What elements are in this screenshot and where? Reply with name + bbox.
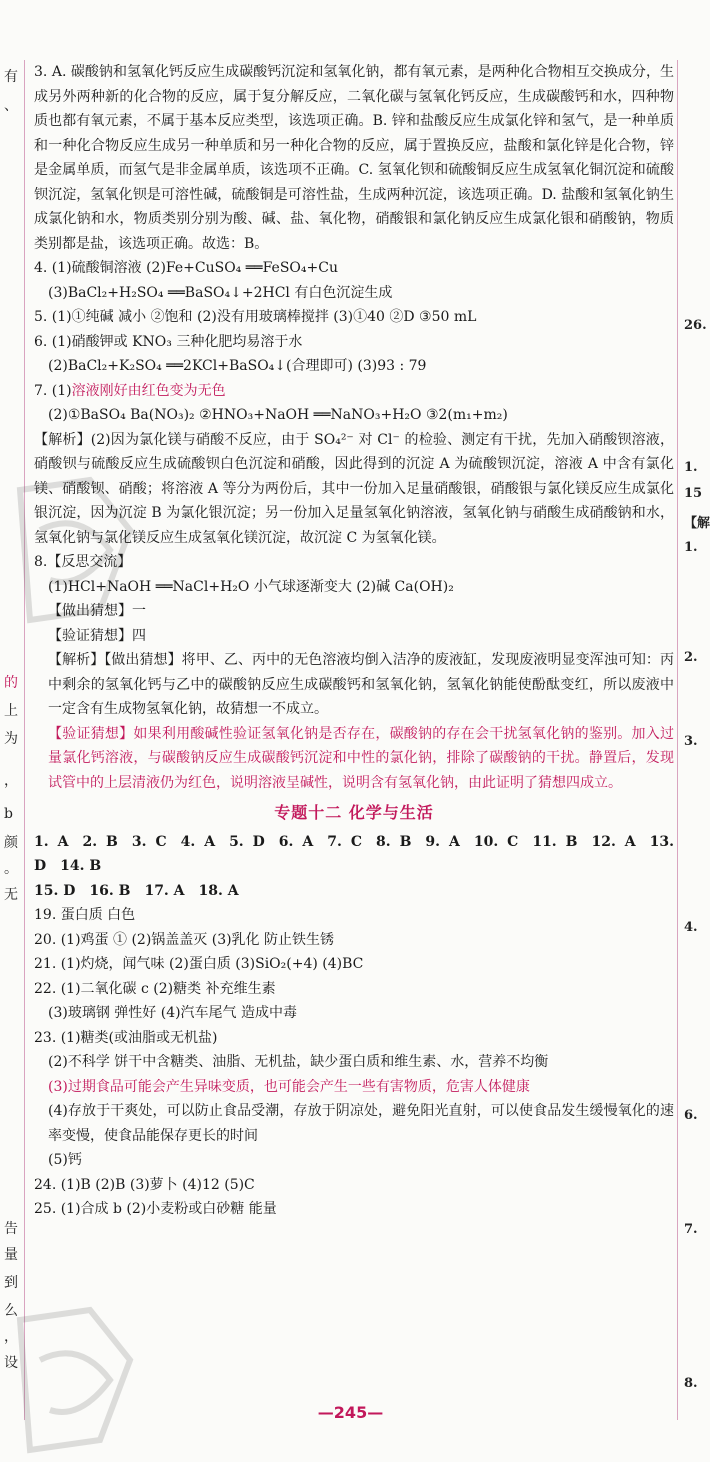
answer-q6-1: 6. (1)硝酸钾或 KNO₃ 三种化肥均易溶于水 [34, 333, 303, 350]
mc-answer: 16. B [89, 882, 131, 899]
mc-answers-line1 [34, 830, 674, 879]
answer-q8-guess: 【做出猜想】一 [48, 603, 146, 619]
answer-23-5: (5)钙 [48, 1152, 82, 1168]
margin-char: 的 [4, 675, 18, 691]
mc-answers-line2 [34, 879, 674, 904]
margin-char: 么 [4, 1303, 18, 1319]
margin-label: 【解 [684, 516, 710, 531]
answer-q4-3: (3)BaCl₂+H₂SO₄ ══BaSO₄↓+2HCl 有白色沉淀生成 [48, 284, 393, 301]
margin-char: 到 [4, 1275, 18, 1291]
margin-char: 有 [4, 69, 18, 85]
left-border-line [24, 60, 25, 1420]
analysis-q7: 【解析】(2)因为氯化镁与硝酸不反应，由于 SO₄²⁻ 对 Cl⁻ 的检验、测定有干扰，先加入硝酸钡溶液，硝酸钡与硫酸反应生成硫酸钡白色沉淀和硝酸，因此得到的沉淀 A 为硫酸钡沉淀，溶液 A 中含有氯化镁、硝酸钡、硝酸；将溶液 A 等分为两份后，其中一份加入足量硝酸银，硝酸银与氯化镁反应生成氯化银沉淀，因为沉淀 B 为氯化银沉淀；另一份加入足量氢氧化钠溶液，氢氧化钠与硝酸生成硝酸钠和水，氢氧化钠与氯化镁反应生成氢氧化镁沉淀，故沉淀 C 为氢氧化镁。 [34, 431, 674, 546]
answer-q5: 5. (1)①纯碱 减小 ②饱和 (2)没有用玻璃棒搅拌 (3)①40 ②D ③50 mL [34, 309, 477, 325]
mc-answer: 15. D [34, 882, 76, 899]
answer-q8-verify: 【验证猜想】四 [48, 627, 146, 644]
answer-q7-2: (2)①BaSO₄ Ba(NO₃)₂ ②HNO₃+NaOH ══NaNO₃+H₂O ③2(m₁+m₂) [48, 407, 508, 423]
mc-answer: 8. B [375, 833, 412, 850]
margin-char: 上 [4, 703, 18, 719]
analysis-q8: 【解析】【做出猜想】将甲、乙、丙中的无色溶液均倒入洁净的废液缸，发现废液明显变浑浊可知：丙中剩余的氢氧化钙与乙中的碳酸钠反应生成碳酸钙和氢氧化钠，氢氧化钠能使酚酞变红，所以废液中一定含有生成物氢氧化钠，故猜想一不成立。 [48, 652, 674, 717]
margin-label: 4. [684, 920, 698, 935]
margin-char: 、 [4, 98, 18, 114]
mc-answer: 5. D [229, 833, 265, 850]
answer-q4-1: 4. (1)硫酸铜溶液 (2)Fe+CuSO₄ ══FeSO₄+Cu [34, 260, 338, 276]
right-margin-strip [676, 0, 710, 1462]
mc-answer: 14. B [60, 858, 102, 874]
answer-24: 24. (1)B (2)B (3)萝卜 (4)12 (5)C [34, 1176, 255, 1193]
answer-q7-1: 7. (1)溶液刚好由红色变为无色 [34, 382, 226, 399]
answer-q8-header: 8.【反思交流】 [34, 554, 132, 570]
answer-22-3: (3)玻璃钢 弹性好 (4)汽车尾气 造成中毒 [48, 1005, 298, 1021]
margin-char: b [4, 806, 13, 822]
mc-answer: 10. C [473, 833, 519, 850]
mc-answer: 6. A [278, 833, 314, 850]
answer-23-3: (3)过期食品可能会产生异味变质，也可能会产生一些有害物质，危害人体健康 [48, 1078, 530, 1095]
page-number: —245— [317, 1403, 384, 1422]
answer-content [34, 60, 674, 1222]
answer-20: 20. (1)鸡蛋 ① (2)锅盖盖灭 (3)乳化 防止铁生锈 [34, 931, 335, 948]
margin-char: 。 [4, 861, 18, 877]
section-title: 专题十二 化学与生活 [274, 803, 434, 822]
mc-answer: 1. A [34, 833, 69, 850]
mc-answer: 3. C [131, 833, 167, 850]
margin-char: 量 [4, 1247, 18, 1263]
margin-label: 2. [684, 650, 698, 665]
answer-25: 25. (1)合成 b (2)小麦粉或白砂糖 能量 [34, 1201, 277, 1217]
margin-char: 无 [4, 887, 18, 903]
margin-char: 设 [4, 1355, 18, 1371]
margin-label: 1. [684, 460, 698, 475]
answer-q8-1: (1)HCl+NaOH ══NaCl+H₂O 小气球逐渐变大 (2)碱 Ca(OH)₂ [48, 578, 454, 595]
answer-23-2: (2)不科学 饼干中含糖类、油脂、无机盐，缺少蛋白质和维生素、水，营养不均衡 [48, 1054, 549, 1070]
mc-answer: 4. A [180, 833, 216, 850]
answer-19: 19. 蛋白质 白色 [34, 907, 136, 923]
answer-23-1: 23. (1)糖类(或油脂或无机盐) [34, 1029, 218, 1046]
answer-22-1: 22. (1)二氧化碳 c (2)糖类 补充维生素 [34, 980, 276, 997]
mc-answer: 7. C [327, 833, 362, 850]
margin-char: 颜 [4, 835, 18, 851]
margin-label: 15 [684, 486, 703, 501]
mc-answer: 9. A [425, 833, 460, 850]
margin-label: 8. [684, 1376, 698, 1391]
margin-label: 6. [684, 1108, 698, 1123]
mc-answer: 17. A [144, 882, 185, 899]
mc-answer: 18. A [198, 882, 239, 899]
mc-answer: 13. D [34, 833, 675, 874]
mc-answer: 2. B [82, 833, 118, 850]
answer-q6-2: (2)BaCl₂+K₂SO₄ ══2KCl+BaSO₄↓(合理即可) (3)93 : 79 [48, 358, 427, 374]
margin-label: 1. [684, 540, 698, 555]
analysis-q8-verify: 【验证猜想】如果利用酸碱性验证氢氧化钠是否存在，碳酸钠的存在会干扰氢氧化钠的鉴别。加入过量氯化钙溶液，与碳酸钠反应生成碳酸钙沉淀和中性的氯化钠，排除了碳酸钠的干扰。静置后，发现试管中的上层清液仍为红色，说明溶液呈碱性，说明含有氢氧化钠，由此证明了猜想四成立。 [48, 725, 674, 791]
margin-char: 为 [4, 731, 18, 747]
answer-q3: 3. A. 碳酸钠和氢氧化钙反应生成碳酸钙沉淀和氢氧化钠，都有氧元素，是两种化合物相互交换成分，生成另外两种新的化合物的反应，属于复分解反应，二氧化碳与氢氧化钙反应，生成碳酸钙和水，四种物质也都有氧元素，不属于基本反应类型，该选项正确。B. 锌和盐酸反应生成氯化锌和氢气，是一种单质和一种化合物反应生成另一种单质和另一种化合物的反应，属于置换反应，盐酸和氯化锌是化合物，锌是金属单质，而氢气是非金属单质，该选项不正确。C. 氢氧化钡和硫酸铜反应生成氢氧化铜沉淀和硫酸钡沉淀，氢氧化钡是可溶性碱，硫酸铜是可溶性盐，生成两种沉淀，该选项正确。D. 盐酸和氢氧化钠生成氯化钠和水，物质类别分别为酸、碱、盐、氧化物，硝酸银和氯化钠反应生成氯化银和硝酸钠，物质类别都是盐，该选项正确。故选：B。 [34, 64, 674, 252]
margin-label: 3. [684, 734, 698, 749]
mc-answer: 12. A [591, 833, 636, 850]
margin-char: 告 [4, 1221, 18, 1237]
answer-q7-1-highlight: 溶液刚好由红色变为无色 [71, 382, 226, 399]
margin-char: ， [4, 1329, 18, 1345]
answer-23-4: (4)存放于干爽处，可以防止食品受潮，存放于阴凉处，避免阳光直射，可以使食品发生缓慢氧化的速率变慢，使食品能保存更长的时间 [48, 1103, 674, 1144]
answer-21: 21. (1)灼烧，闻气味 (2)蛋白质 (3)SiO₂(+4) (4)BC [34, 956, 364, 972]
margin-label: 7. [684, 1222, 698, 1237]
mc-answer: 11. B [532, 833, 578, 850]
watermark-stamp [10, 1300, 150, 1460]
margin-label: 26. [684, 318, 707, 333]
margin-char: ， [4, 773, 18, 789]
